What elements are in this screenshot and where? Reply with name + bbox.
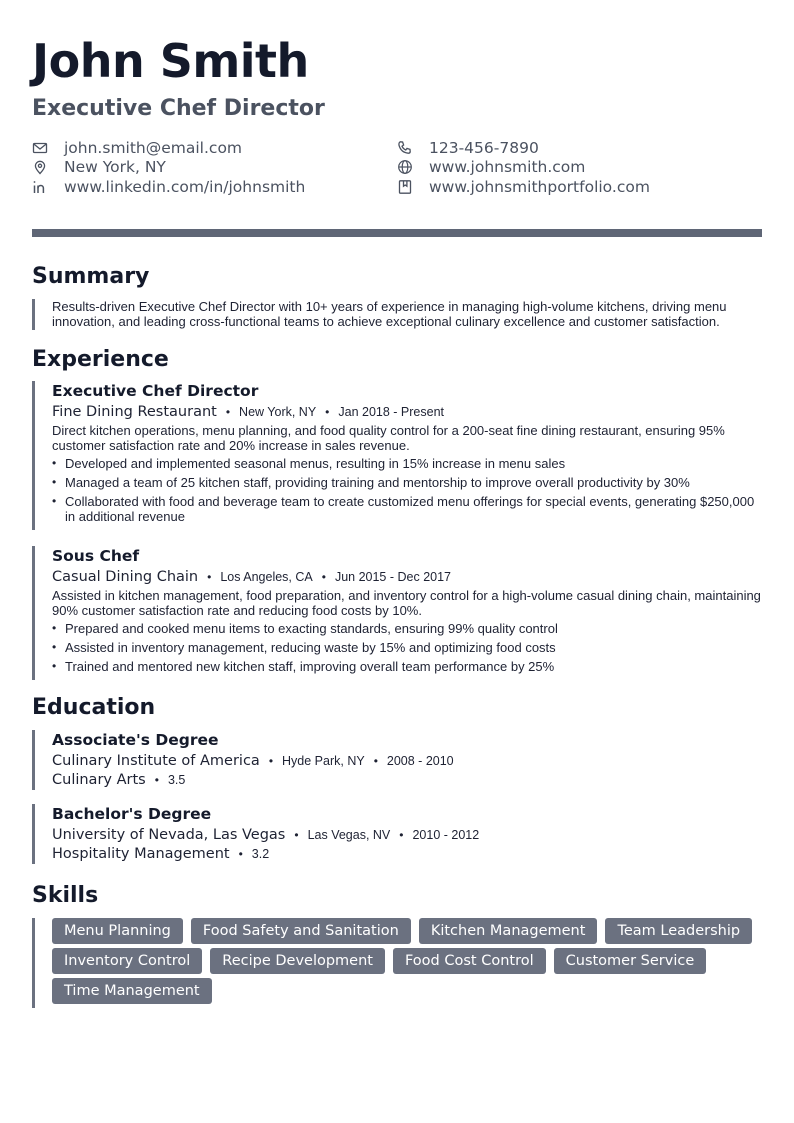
experience-entry (32, 546, 762, 680)
contact-location-text: New York, NY (64, 158, 166, 177)
contact-email[interactable] (32, 138, 397, 158)
education-entry (32, 804, 762, 864)
education-school: Culinary Institute of America (52, 752, 260, 769)
job-bullets (52, 621, 762, 674)
job-bullet: • Collaborated with food and beverage team to create customized menu offerings for special events, generating $250,000 in additional revenue (52, 494, 762, 524)
skills-heading: Skills (32, 882, 99, 908)
globe-icon (397, 159, 413, 175)
contact-list (32, 138, 762, 197)
candidate-name: John Smith (32, 34, 309, 88)
job-location: New York, NY (239, 404, 317, 419)
skills-list (32, 918, 762, 1008)
linkedin-icon (32, 179, 48, 195)
skill-chip: Time Management (52, 978, 212, 1004)
contact-portfolio-text: www.johnsmithportfolio.com (429, 177, 650, 196)
contact-portfolio[interactable] (397, 177, 762, 197)
education-field-line (52, 772, 762, 788)
skill-chip: Menu Planning (52, 918, 183, 944)
skill-chip: Food Cost Control (393, 948, 546, 974)
education-dates: 2008 - 2010 (386, 753, 454, 768)
education-location: Hyde Park, NY (282, 753, 365, 768)
education-school: University of Nevada, Las Vegas (52, 826, 286, 843)
candidate-title: Executive Chef Director (32, 96, 325, 121)
skill-chip: Kitchen Management (419, 918, 598, 944)
separator-dot: • (268, 753, 274, 768)
job-bullet: • Trained and mentored new kitchen staff, improving overall team performance by 25% (52, 659, 762, 674)
portfolio-icon (397, 179, 413, 195)
education-degree: Bachelor's Degree (52, 804, 212, 823)
contact-location (32, 158, 397, 178)
location-pin-icon (32, 159, 48, 175)
job-dates: Jan 2018 - Present (338, 404, 444, 419)
job-bullets (52, 456, 762, 524)
summary-heading: Summary (32, 263, 150, 289)
education-field: Hospitality Management (52, 845, 230, 862)
education-dates: 2010 - 2012 (412, 827, 480, 842)
phone-icon (397, 140, 413, 156)
job-dates: Jun 2015 - Dec 2017 (334, 569, 452, 584)
education-field-line (52, 846, 762, 862)
job-bullet: • Prepared and cooked menu items to exacting standards, ensuring 99% quality control (52, 621, 762, 636)
skill-chip: Food Safety and Sanitation (191, 918, 411, 944)
header-divider (32, 229, 762, 237)
education-school-line (52, 753, 762, 769)
job-role: Executive Chef Director (52, 381, 259, 400)
education-gpa: 3.5 (167, 772, 186, 787)
separator-dot: • (225, 404, 231, 419)
skill-chip: Inventory Control (52, 948, 202, 974)
job-bullet: • Developed and implemented seasonal menus, resulting in 15% increase in menu sales (52, 456, 762, 471)
job-description: Direct kitchen operations, menu planning, and food quality control for a 200-seat fine dining restaurant, ensuring 95% customer satisfaction rate and 20% increase in sales revenue. (52, 422, 725, 453)
skill-chip: Recipe Development (210, 948, 385, 974)
education-entry (32, 730, 762, 790)
separator-dot: • (399, 827, 404, 842)
separator-dot: • (294, 827, 299, 842)
skill-chip: Team Leadership (605, 918, 752, 944)
contact-linkedin[interactable] (32, 177, 397, 197)
contact-phone-text: 123-456-7890 (429, 138, 539, 157)
job-meta (52, 569, 762, 585)
contact-website[interactable] (397, 158, 762, 178)
contact-linkedin-text: www.linkedin.com/in/johnsmith (64, 177, 306, 196)
skill-chip: Customer Service (554, 948, 707, 974)
contact-phone[interactable] (397, 138, 762, 158)
job-company: Casual Dining Chain (52, 568, 199, 585)
experience-heading: Experience (32, 346, 169, 372)
separator-dot: • (373, 753, 378, 768)
separator-dot: • (154, 772, 159, 787)
summary-text: Results-driven Executive Chef Director with 10+ years of experience in managing high-volume kitchens, driving menu innovation, and leading cross-functional teams to achieve exceptional culinary excellence and customer satisfaction. (32, 299, 762, 330)
job-bullet: • Managed a team of 25 kitchen staff, providing training and mentorship to improve overall productivity by 30% (52, 475, 762, 490)
education-school-line (52, 827, 762, 843)
job-location: Los Angeles, CA (220, 569, 313, 584)
separator-dot: • (321, 569, 326, 584)
job-meta (52, 404, 762, 420)
education-degree: Associate's Degree (52, 730, 219, 749)
contact-website-text: www.johnsmith.com (429, 158, 586, 177)
contact-email-text: john.smith@email.com (64, 138, 243, 157)
education-field: Culinary Arts (52, 771, 146, 788)
education-location: Las Vegas, NV (307, 827, 391, 842)
separator-dot: • (207, 569, 212, 584)
job-bullet: • Assisted in inventory management, reducing waste by 15% and optimizing food costs (52, 640, 762, 655)
job-role: Sous Chef (52, 546, 140, 565)
separator-dot: • (325, 404, 330, 419)
job-company: Fine Dining Restaurant (52, 403, 217, 420)
job-description: Assisted in kitchen management, food preparation, and inventory control for a high-volume casual dining chain, maintaining 90% customer satisfaction rate and reducing food costs by 10%. (52, 587, 761, 618)
separator-dot: • (238, 846, 243, 861)
education-heading: Education (32, 694, 156, 720)
mail-icon (32, 140, 48, 156)
experience-entry (32, 381, 762, 530)
education-gpa: 3.2 (251, 846, 270, 861)
